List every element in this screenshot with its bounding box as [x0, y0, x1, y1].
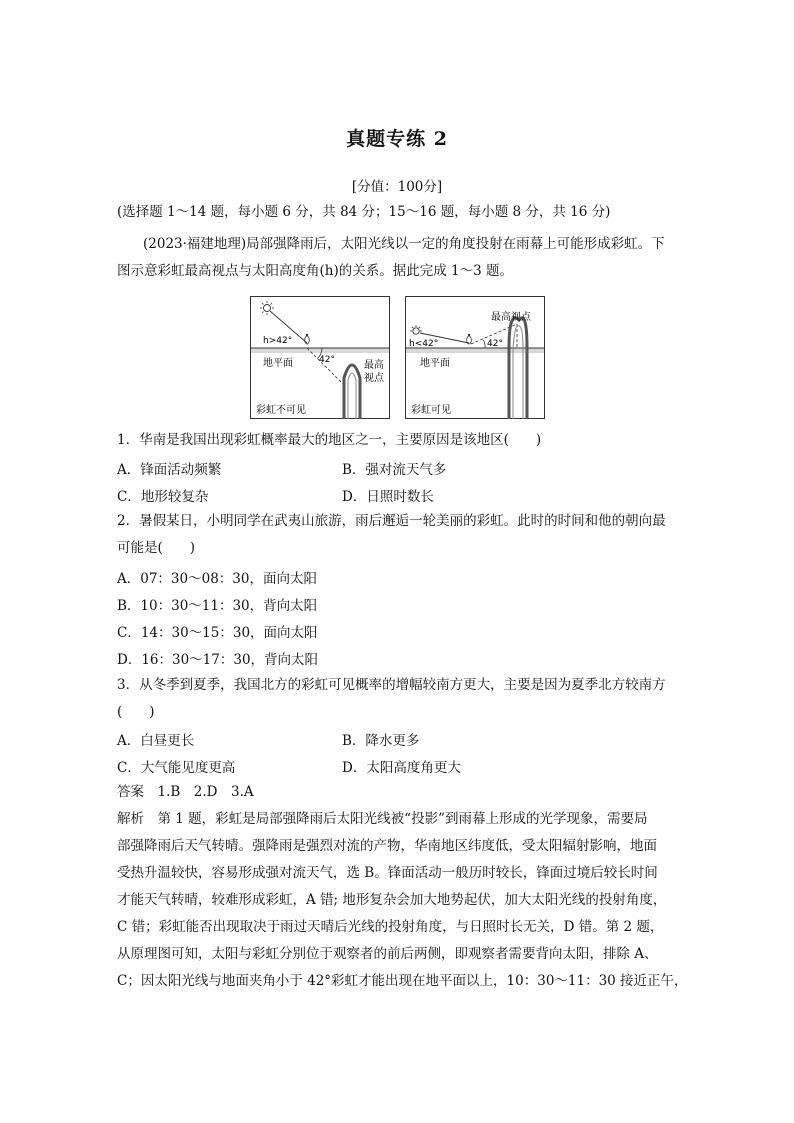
- question-1-option-c: C．地形较复杂: [117, 489, 209, 505]
- rainbow-invisible-diagram: [250, 296, 390, 419]
- analysis-line-5: C 错；彩虹能否出现取决于雨过天晴后光线的投射角度，与日照时长无关，D 错。第 2 题，: [117, 919, 664, 935]
- question-3-stem-2: ( ): [117, 704, 155, 720]
- question-1-option-d: D．日照时数长: [342, 489, 434, 505]
- figure-caption: 彩虹不可见: [256, 405, 306, 416]
- ground-label: 地平面: [263, 358, 293, 369]
- sun-angle-label: h>42°: [263, 336, 293, 346]
- rain-angle-label: 42°: [319, 355, 335, 365]
- score-info: [分值：100分]: [351, 179, 443, 195]
- rainbow-visible-diagram: [405, 296, 545, 419]
- sun-angle-label: h<42°: [409, 339, 439, 349]
- question-2-stem-2: 可能是( ): [117, 540, 196, 556]
- question-3-stem-1: 3．从冬季到夏季，我国北方的彩虹可见概率的增幅较南方更大，主要是因为夏季北方较南方: [117, 677, 666, 693]
- question-2-option-c: C．14：30～15：30，面向太阳: [117, 625, 318, 641]
- rain-angle-label: 42°: [487, 339, 503, 349]
- highest-point-label-2: 视点: [364, 373, 384, 384]
- question-1-option-b: B．强对流天气多: [342, 462, 447, 478]
- highest-point-label: 最高视点: [491, 312, 531, 323]
- figure-rainbow-visible: [405, 296, 545, 419]
- intro-line-2: 图示意彩虹最高视点与太阳高度角(h)的关系。据此完成 1～3 题。: [117, 263, 513, 279]
- page-title: 真题专练 2: [346, 128, 448, 150]
- answer-line: 答案 1.B 2.D 3.A: [117, 784, 254, 800]
- question-2-option-a: A．07：30～08：30，面向太阳: [117, 571, 317, 587]
- scoring-rule: (选择题 1～14 题，每小题 6 分，共 84 分；15～16 题，每小题 8 分，共 16 分): [117, 204, 611, 220]
- question-3-option-c: C．大气能见度更高: [117, 760, 236, 776]
- question-2-option-b: B．10：30～11：30，背向太阳: [117, 598, 318, 614]
- analysis-line-6: 从原理图可知，太阳与彩虹分别位于观察者的前后两侧，即观察者需要背向太阳，排除 A、: [117, 946, 658, 962]
- analysis-line-4: 才能天气转晴，较难形成彩虹，A 错; 地形复杂会加大地势起伏，加大太阳光线的投射角度，: [117, 892, 667, 908]
- figure-rainbow-invisible: [250, 296, 390, 419]
- question-3-option-b: B．降水更多: [342, 733, 420, 749]
- analysis-line-2: 部强降雨后天气转晴。强降雨是强烈对流的产物，华南地区纬度低，受太阳辐射影响，地面: [117, 838, 657, 854]
- question-1-stem: 1．华南是我国出现彩虹概率最大的地区之一，主要原因是该地区( ): [117, 432, 542, 448]
- question-2-option-d: D．16：30～17：30，背向太阳: [117, 652, 319, 668]
- analysis-line-7: C；因太阳光线与地面夹角小于 42°彩虹才能出现在地平面以上，10：30～11：30 接近正午，: [117, 973, 688, 989]
- question-3-option-d: D．太阳高度角更大: [342, 760, 461, 776]
- question-2-stem-1: 2．暑假某日，小明同学在武夷山旅游，雨后邂逅一轮美丽的彩虹。此时的时间和他的朝向最: [117, 513, 666, 529]
- highest-point-label-1: 最高: [364, 360, 384, 371]
- question-1-option-a: A．锋面活动频繁: [117, 462, 222, 478]
- figure-caption: 彩虹可见: [411, 405, 451, 416]
- analysis-line-1: 解析 第 1 题，彩虹是局部强降雨后太阳光线被“投影”到雨幕上形成的光学现象，需要局: [117, 811, 648, 827]
- ground-label: 地平面: [420, 358, 450, 369]
- intro-line-1: (2023·福建地理)局部强降雨后，太阳光线以一定的角度投射在雨幕上可能形成彩虹。下: [143, 236, 665, 252]
- question-3-option-a: A．白昼更长: [117, 733, 195, 749]
- analysis-line-3: 受热升温较快，容易形成强对流天气，选 B。锋面活动一般历时较长，锋面过境后较长时间: [117, 865, 658, 881]
